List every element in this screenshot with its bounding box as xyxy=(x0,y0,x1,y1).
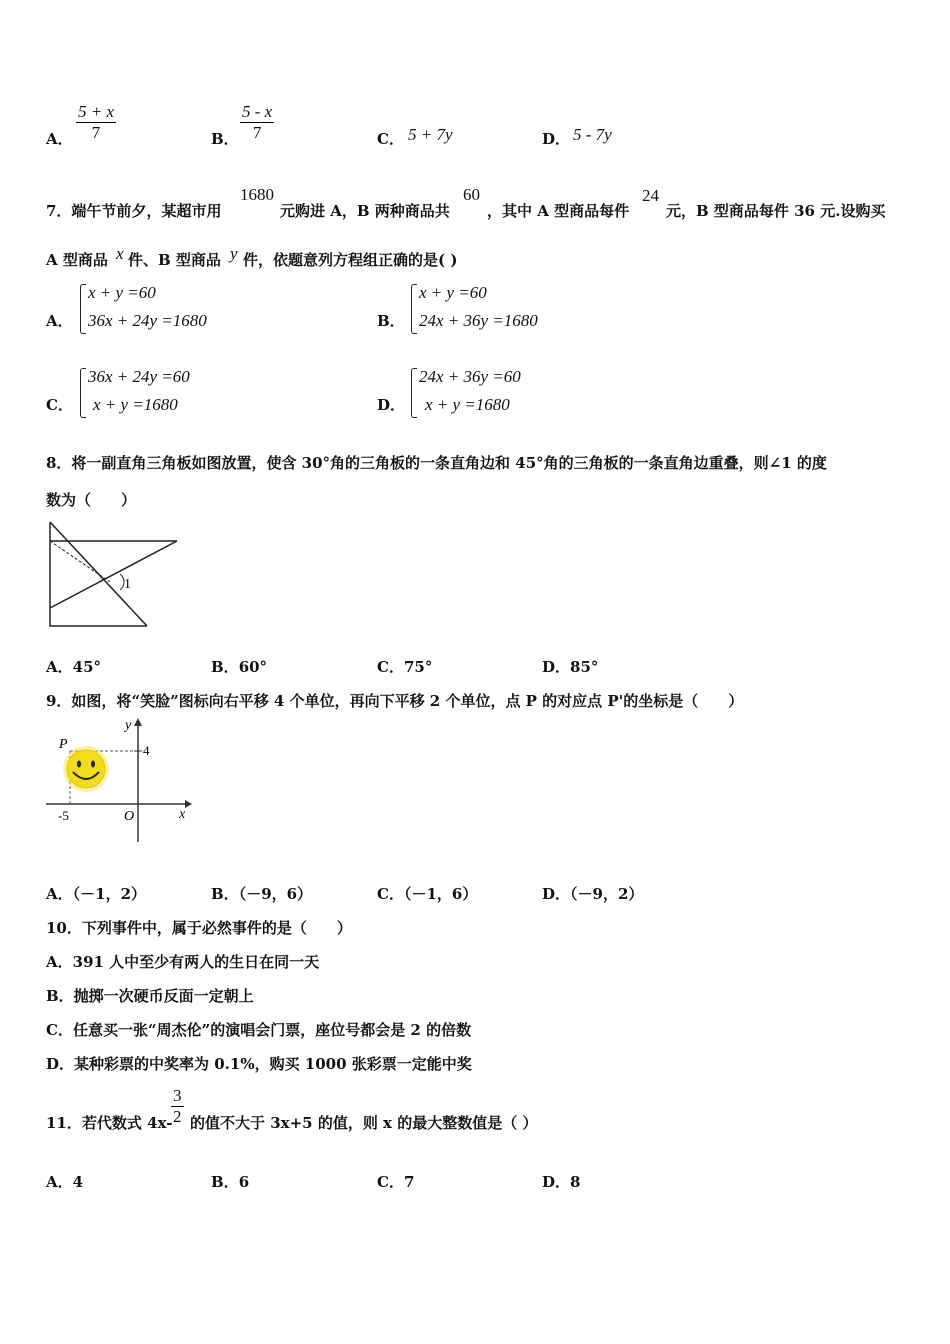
q8-option-d-value: 85° xyxy=(570,658,599,676)
q8-option-c[interactable] xyxy=(377,656,432,677)
q9-label-p: P xyxy=(59,737,68,752)
q9-option-c-label: C． xyxy=(377,885,404,903)
q7-count: 60 xyxy=(463,185,480,204)
q11-option-a-label: A． xyxy=(46,1173,73,1191)
q9-option-b[interactable] xyxy=(211,883,312,904)
q8-option-d-label: D． xyxy=(542,658,571,676)
q8-option-a-value: 45° xyxy=(72,658,102,676)
q7-option-c-eq2: x + y =1680 xyxy=(93,395,178,414)
q11-option-d-value: 8 xyxy=(570,1173,581,1191)
q11-option-c-value: 7 xyxy=(403,1173,415,1191)
q6-option-b-numerator: 5 - x xyxy=(242,102,273,121)
q10-text: 10．下列事件中，属于必然事件的是（ ） xyxy=(46,919,352,937)
q9-text: 9．如图，将“笑脸”图标向右平移 4 个单位，再向下平移 2 个单位，点 P 的对应点 P'的坐标是（ ） xyxy=(46,692,744,710)
q8-dashed-line xyxy=(50,541,110,582)
q6-option-c-label[interactable]: C． xyxy=(377,130,404,148)
q11-fraction-denominator: 2 xyxy=(173,1107,182,1126)
q9-option-b-value: （－9，6） xyxy=(238,885,313,903)
q7-option-b-eq1: x + y =60 xyxy=(419,283,487,302)
q11-option-a[interactable] xyxy=(46,1171,83,1192)
q9-option-c-value: （－1，6） xyxy=(403,885,478,903)
q11-option-c-label: C． xyxy=(377,1173,404,1191)
q8-option-c-label: C． xyxy=(377,658,404,676)
q11-option-c[interactable] xyxy=(377,1171,414,1192)
q8-text-line2: 数为（ ） xyxy=(46,491,137,509)
q11-text-suffix: 的值不大于 3x+5 的值，则 x 的最大整数值是（ ） xyxy=(190,1114,538,1132)
q7-text-1a: 7．端午节前夕，某超市用 xyxy=(46,202,222,220)
q7-priceA: 24 xyxy=(642,186,659,205)
q9-option-a[interactable] xyxy=(46,883,146,904)
q6-option-b-fraction xyxy=(240,102,274,143)
q9-option-c[interactable] xyxy=(377,883,477,904)
q7-text-2c: 件，依题意列方程组正确的是( ) xyxy=(243,251,458,269)
q9-option-b-label: B． xyxy=(211,885,239,903)
q11-option-d-label: D． xyxy=(542,1173,571,1191)
q9-option-d-value: （－9，2） xyxy=(570,885,644,903)
q9-label-4: 4 xyxy=(143,743,150,758)
q7-option-d-brace xyxy=(411,368,417,418)
q7-option-a-eq2: 36x + 24y =1680 xyxy=(88,311,207,330)
q8-option-a[interactable] xyxy=(46,656,101,677)
q9-label-o: O xyxy=(124,809,135,824)
q10-option-d[interactable]: D．某种彩票的中奖率为 0.1%，购买 1000 张彩票一定能中奖 xyxy=(46,1055,472,1073)
q7-option-a-eq1: x + y =60 xyxy=(88,283,156,302)
q7-option-c-eq1: 36x + 24y =60 xyxy=(88,367,190,386)
q7-option-d-label[interactable]: D． xyxy=(377,396,406,414)
q8-angle-label: 1 xyxy=(124,577,131,592)
q7-option-a-label[interactable]: A． xyxy=(46,312,73,330)
q7-text-1b: 元购进 A，B 两种商品共 xyxy=(280,202,450,220)
q9-option-a-label: A． xyxy=(46,885,73,903)
q9-x-arrow xyxy=(185,800,192,808)
q6-option-c-expr: 5 + 7y xyxy=(408,125,453,144)
q11-fraction xyxy=(171,1086,184,1127)
q11-text-prefix: 11．若代数式 4x- xyxy=(46,1114,173,1132)
q7-text-2b: 件、B 型商品 xyxy=(128,251,221,269)
q10-option-b[interactable]: B．抛掷一次硬币反面一定朝上 xyxy=(46,987,254,1005)
q6-option-b-denominator: 7 xyxy=(252,123,262,142)
q7-option-b-brace xyxy=(411,284,417,334)
q11-fraction-numerator: 3 xyxy=(173,1086,182,1105)
q6-option-a-label[interactable]: A． xyxy=(46,130,73,148)
q11-option-a-value: 4 xyxy=(72,1173,84,1191)
q7-option-d-eq1: 24x + 36y =60 xyxy=(419,367,521,386)
q10-option-a[interactable]: A．391 人中至少有两人的生日在同一天 xyxy=(46,953,320,971)
q11-option-b-label: B． xyxy=(211,1173,239,1191)
q8-option-b[interactable] xyxy=(211,656,267,677)
q7-text-2a: A 型商品 xyxy=(46,251,108,269)
q9-option-a-value: （－1，2） xyxy=(72,885,147,903)
q8-triangle-30-hypotenuse xyxy=(50,541,177,608)
q7-money: 1680 xyxy=(240,185,274,204)
q11-option-b[interactable] xyxy=(211,1171,249,1192)
q11-option-d[interactable] xyxy=(542,1171,580,1192)
q11-option-b-value: 6 xyxy=(238,1173,250,1191)
q8-option-d[interactable] xyxy=(542,656,598,677)
q9-y-arrow xyxy=(134,718,142,726)
q6-option-a-denominator: 7 xyxy=(91,123,101,142)
q8-text-line1: 8．将一副直角三角板如图放置，使含 30°角的三角板的一条直角边和 45°角的三角板的一条直角边重叠，则∠1 的度 xyxy=(46,454,827,472)
q7-text-1c: ，其中 A 型商品每件 xyxy=(487,202,630,220)
q9-option-d-label: D． xyxy=(542,885,571,903)
q8-option-b-label: B． xyxy=(211,658,239,676)
q6-option-d-expr: 5 - 7y xyxy=(573,125,612,144)
q9-coordinate-figure xyxy=(40,712,200,847)
q7-text-1d: 元，B 型商品每件 36 元.设购买 xyxy=(666,202,886,220)
q9-label-y: y xyxy=(125,718,132,733)
q10-option-c[interactable]: C．任意买一张“周杰伦”的演唱会门票，座位号都会是 2 的倍数 xyxy=(46,1021,472,1039)
q7-option-c-label[interactable]: C． xyxy=(46,396,73,414)
q6-option-a-fraction xyxy=(76,102,116,143)
q7-var-y: y xyxy=(230,244,238,263)
q9-option-d[interactable] xyxy=(542,883,643,904)
q7-option-a-brace xyxy=(80,284,86,334)
q7-option-b-eq2: 24x + 36y =1680 xyxy=(419,311,538,330)
q8-option-c-value: 75° xyxy=(403,658,433,676)
q9-label-neg5: -5 xyxy=(58,808,69,823)
q8-option-a-label: A． xyxy=(46,658,73,676)
smiley-face-icon xyxy=(63,746,109,792)
q7-option-d-eq2: x + y =1680 xyxy=(425,395,510,414)
q7-option-c-brace xyxy=(80,368,86,418)
q7-option-b-label[interactable]: B． xyxy=(377,312,405,330)
q7-var-x: x xyxy=(116,244,124,263)
q8-triangle-figure xyxy=(44,518,184,630)
q8-option-b-value: 60° xyxy=(238,658,268,676)
q6-option-d-label[interactable]: D． xyxy=(542,130,571,148)
q9-label-x: x xyxy=(179,807,186,822)
q8-triangle-45-hypotenuse xyxy=(50,522,147,626)
q6-option-a-numerator: 5 + x xyxy=(78,102,115,121)
q6-option-b-label[interactable]: B． xyxy=(211,130,239,148)
